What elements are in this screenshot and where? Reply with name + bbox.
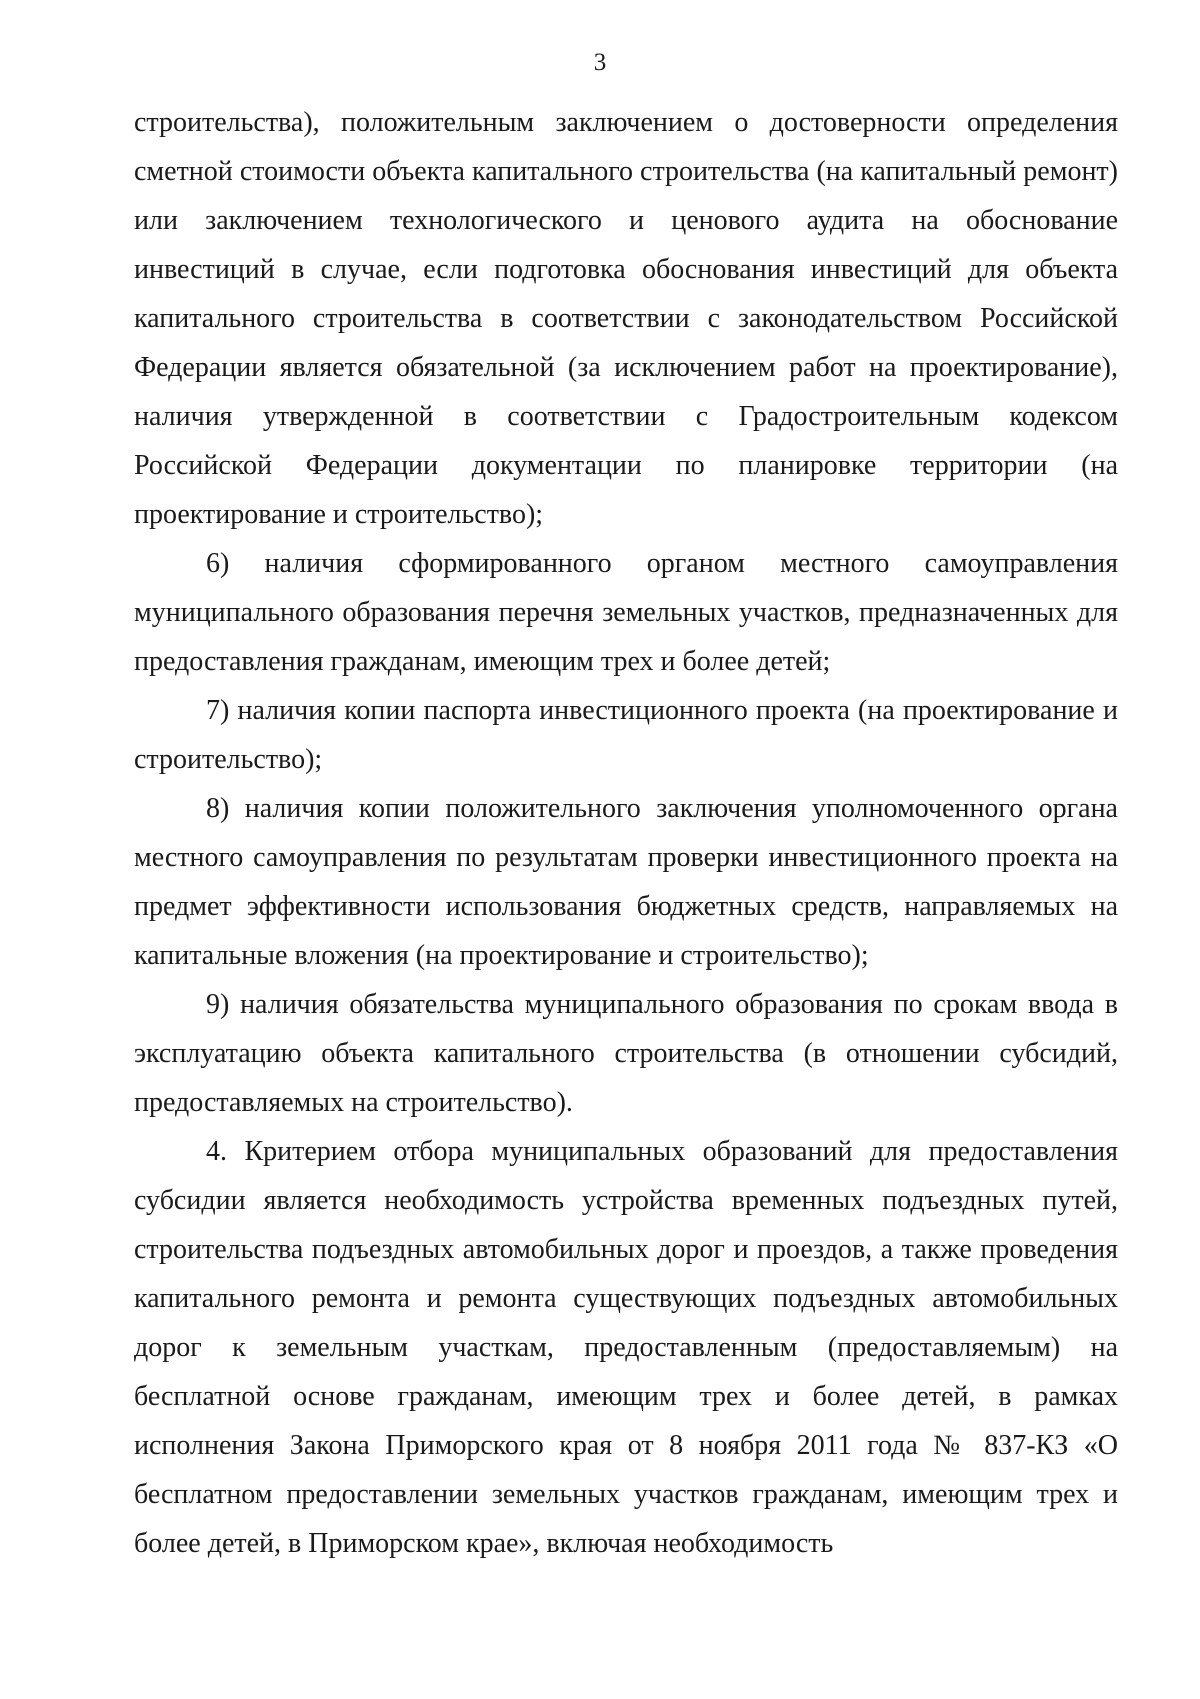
paragraph-item-9: 9) наличия обязательства муниципального образования по срокам ввода в эксплуатацию объекта капитального строительства (в отношении субсидий, предоставляемых на строительство). [134, 989, 1118, 1118]
paragraph-item-8: 8) наличия копии положительного заключения уполномоченного органа местного самоуправления по результатам проверки инвестиционного проекта на предмет эффективности использования бюджетных средств, направляемых на капитальные вложения (на проектирование и строительство); [134, 793, 1118, 971]
paragraph-section-4: 4. Критерием отбора муниципальных образований для предоставления субсидии является необходимость устройства временных подъездных путей, строительства подъездных автомобильных дорог и проездов, а также проведения капитального ремонта и ремонта существующих подъездных автомобильных дорог к земельным участкам, предоставленным (предоставляемым) на бесплатной основе гражданам, имеющим трех и более детей, в рамках исполнения Закона Приморского края от 8 ноября 2011 года № 837-КЗ «О бесплатном предоставлении земельных участков гражданам, имеющим трех и более детей, в Приморском крае», включая необходимость [134, 1136, 1118, 1559]
paragraph-item-7: 7) наличия копии паспорта инвестиционного проекта (на проектирование и строительство); [134, 695, 1118, 775]
paragraph-item-6: 6) наличия сформированного органом местного самоуправления муниципального образования перечня земельных участков, предназначенных для предоставления гражданам, имеющим трех и более детей; [134, 548, 1118, 677]
document-body [134, 98, 1118, 1568]
page-number: 3 [593, 49, 607, 76]
paragraph-continuation: строительства), положительным заключением о достоверности определения сметной стоимости объекта капитального строительства (на капитальный ремонт) или заключением технологического и ценового аудита на обоснование инвестиций в случае, если подготовка обоснования инвестиций для объекта капитального строительства в соответствии с законодательством Российской Федерации является обязательной (за исключением работ на проектирование), наличия утвержденной в соответствии с Градостроительным кодексом Российской Федерации документации по планировке территории (на проектирование и строительство); [134, 107, 1118, 530]
